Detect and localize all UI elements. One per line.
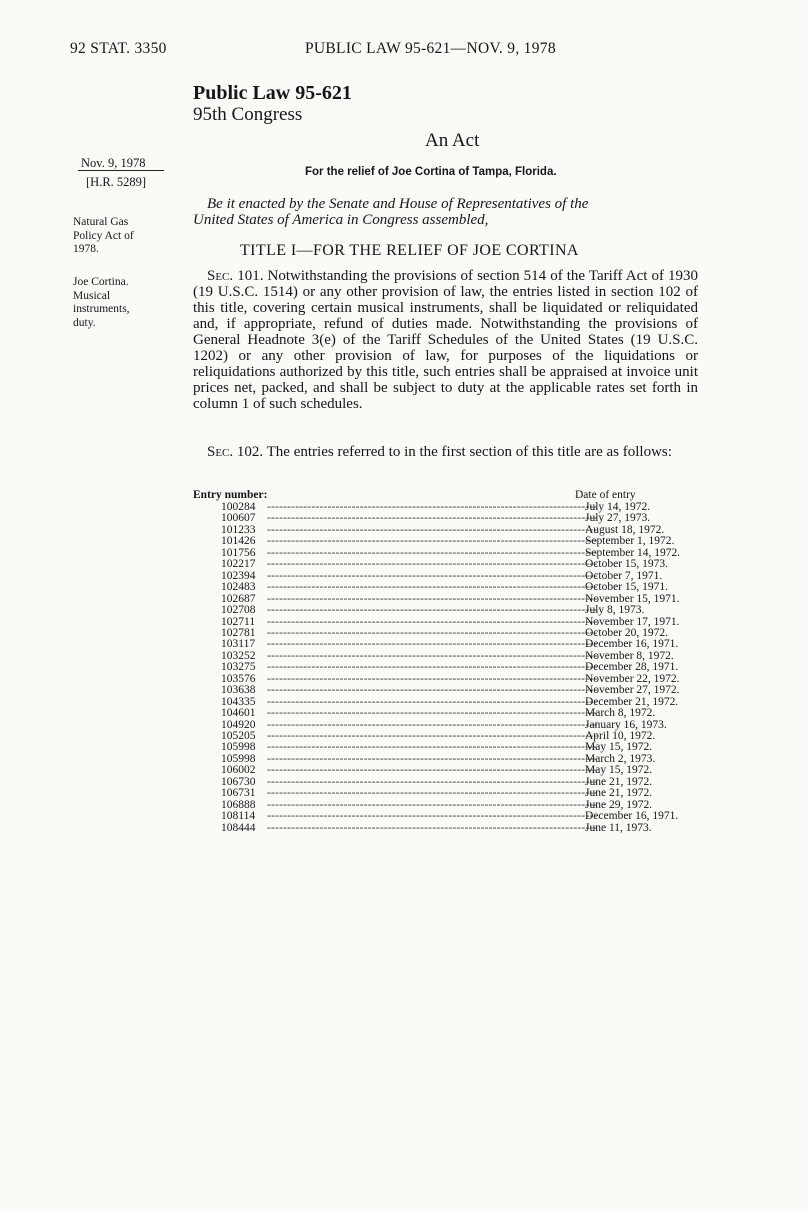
dot-leader: ---------------------------------------------------------------------------------- [267, 661, 598, 674]
law-number: Public Law 95-621 [193, 82, 352, 104]
dot-leader: ---------------------------------------------------------------------------------- [267, 592, 598, 605]
table-row [193, 662, 683, 673]
section-101 [193, 268, 698, 412]
entry-number: 102394 [221, 569, 256, 582]
entry-date: December 21, 1972. [585, 695, 679, 708]
margin-note-line: Joe Cortina. [73, 276, 129, 288]
entry-number: 102711 [221, 615, 256, 628]
dot-leader: ---------------------------------------------------------------------------------- [267, 535, 598, 548]
entry-date: July 8, 1973. [585, 604, 645, 617]
entry-date: November 8, 1972. [585, 649, 674, 662]
dot-leader: ---------------------------------------------------------------------------------- [267, 512, 598, 525]
entry-date: July 27, 1973. [585, 512, 651, 525]
dot-leader: ---------------------------------------------------------------------------------- [267, 718, 598, 731]
enacting-clause-line: United States of America in Congress assembled, [193, 212, 489, 228]
dot-leader: ---------------------------------------------------------------------------------- [267, 672, 598, 685]
entry-date: October 15, 1971. [585, 581, 669, 594]
entry-date: December 16, 1971. [585, 638, 679, 651]
entry-number: 104601 [221, 707, 256, 720]
table-row [193, 788, 683, 799]
margin-note-line: duty. [73, 316, 96, 329]
enacting-clause-line: Be it enacted by the Senate and House of Representatives of the [207, 196, 589, 212]
dot-leader: ---------------------------------------------------------------------------------- [267, 775, 598, 788]
dot-leader: ---------------------------------------------------------------------------------- [267, 638, 598, 651]
dot-leader: ---------------------------------------------------------------------------------- [267, 501, 598, 513]
entry-date: August 18, 1972. [585, 523, 665, 536]
entry-number: 108444 [221, 821, 256, 834]
table-row [193, 823, 683, 834]
entry-date: September 1, 1972. [585, 535, 675, 548]
date-of-entry-header: Date of entry [575, 489, 636, 501]
entry-number: 102217 [221, 558, 256, 571]
entry-number-header: Entry number: [193, 489, 268, 501]
dot-leader: ---------------------------------------------------------------------------------- [267, 626, 598, 639]
entry-number: 105998 [221, 741, 256, 754]
entry-number: 106888 [221, 798, 256, 811]
entry-number: 100284 [221, 501, 256, 513]
entry-date: September 14, 1972. [585, 546, 681, 559]
entry-date: November 27, 1972. [585, 684, 680, 697]
entry-date: November 22, 1972. [585, 672, 680, 685]
margin-note-line: Natural Gas [73, 216, 129, 228]
entry-number: 102708 [221, 604, 256, 617]
dot-leader: ---------------------------------------------------------------------------------- [267, 523, 598, 536]
entry-number: 103252 [221, 649, 256, 662]
entry-date: January 16, 1973. [585, 718, 667, 731]
entry-date: May 15, 1972. [585, 764, 653, 777]
section-label: Sec. 101. [207, 268, 264, 284]
dot-leader: ---------------------------------------------------------------------------------- [267, 649, 598, 662]
dot-leader: ---------------------------------------------------------------------------------- [267, 684, 598, 697]
dot-leader: ---------------------------------------------------------------------------------- [267, 730, 598, 742]
entry-date: December 16, 1971. [585, 810, 679, 823]
entry-number: 101233 [221, 523, 256, 536]
dot-leader: ---------------------------------------------------------------------------------- [267, 604, 598, 617]
dot-leader: ---------------------------------------------------------------------------------- [267, 558, 598, 571]
dot-leader: ---------------------------------------------------------------------------------- [267, 546, 598, 559]
dot-leader: ---------------------------------------------------------------------------------- [267, 810, 598, 823]
entry-number: 102483 [221, 581, 256, 594]
dot-leader: ---------------------------------------------------------------------------------- [267, 615, 598, 628]
entry-number: 106730 [221, 775, 256, 788]
margin-divider [78, 170, 164, 171]
section-102 [193, 444, 698, 460]
entry-date: October 7, 1971. [585, 569, 663, 582]
entry-date: October 20, 1972. [585, 626, 669, 639]
section-text: Notwithstanding the provisions of section 514 of the Tariff Act of 1930 (19 U.S.C. 1514) or any other provision of law, the entries listed in section 102 of this title, covering certain musical instruments, shall be liquidated or reliquidated and, if appropriate, refund of duties made. Notwithstanding the provisions of General Headnote 3(e) of the Tariff Schedules of the United States (19 U.S.C. 1202) or any other provision of law, for purposes of the liquidations or reliquidations authorized by this title, such entries shall be appraised at invoice unit prices net, packed, and shall be subject to duty at the applicable rates set forth in column 1 of such schedules. [193, 268, 699, 412]
entries-table [193, 489, 693, 899]
margin-note-natural-gas [73, 216, 134, 257]
entry-number: 103275 [221, 661, 256, 674]
margin-bill-number: [H.R. 5289] [86, 175, 147, 189]
dot-leader: ---------------------------------------------------------------------------------- [267, 741, 598, 754]
an-act-heading: An Act [425, 130, 480, 151]
dot-leader: ---------------------------------------------------------------------------------- [267, 569, 598, 582]
entry-date: June 21, 1972. [585, 775, 653, 788]
entry-number: 103576 [221, 672, 256, 685]
page-stat-citation: 92 STAT. 3350 [70, 40, 167, 57]
table-row [193, 685, 683, 696]
entry-date: May 15, 1972. [585, 741, 653, 754]
entry-number: 103638 [221, 684, 256, 697]
entry-number: 105205 [221, 730, 256, 742]
section-text: The entries referred to in the first section of this title are as follows: [266, 444, 672, 460]
entry-date: December 28, 1971. [585, 661, 679, 674]
margin-note-joe-cortina [73, 276, 130, 330]
act-purpose: For the relief of Joe Cortina of Tampa, Florida. [305, 166, 557, 178]
margin-date: Nov. 9, 1978 [81, 156, 146, 170]
dot-leader: ---------------------------------------------------------------------------------- [267, 787, 598, 800]
table-row [193, 811, 683, 822]
entry-number: 102781 [221, 626, 256, 639]
entry-date: March 8, 1972. [585, 707, 656, 720]
table-row [193, 582, 683, 593]
entry-number: 108114 [221, 810, 256, 823]
entry-date: October 15, 1973. [585, 558, 669, 571]
dot-leader: ---------------------------------------------------------------------------------- [267, 764, 598, 777]
entry-number: 102687 [221, 592, 256, 605]
table-row [193, 708, 683, 719]
entry-date: June 11, 1973. [585, 821, 652, 834]
entry-number: 106002 [221, 764, 256, 777]
entry-number: 101426 [221, 535, 256, 548]
entry-number: 103117 [221, 638, 256, 651]
entry-number: 101756 [221, 546, 256, 559]
entry-date: March 2, 1973. [585, 752, 656, 765]
entry-date: July 14, 1972. [585, 501, 651, 513]
margin-note-line: 1978. [73, 243, 99, 255]
table-row [193, 605, 683, 616]
enacting-clause [193, 196, 698, 228]
table-row [193, 559, 683, 570]
entry-date: June 21, 1972. [585, 787, 653, 800]
congress: 95th Congress [193, 104, 303, 125]
title-heading: TITLE I—FOR THE RELIEF OF JOE CORTINA [240, 242, 579, 259]
running-title: PUBLIC LAW 95-621—NOV. 9, 1978 [305, 40, 556, 57]
margin-note-line: Musical [73, 289, 111, 302]
margin-note-line: instruments, [73, 303, 130, 315]
entry-date: June 29, 1972. [585, 798, 653, 811]
dot-leader: ---------------------------------------------------------------------------------- [267, 798, 598, 811]
dot-leader: ---------------------------------------------------------------------------------- [267, 581, 598, 594]
entry-date: November 17, 1971. [585, 615, 680, 628]
entry-number: 106731 [221, 787, 256, 800]
entry-number: 100607 [221, 512, 256, 525]
entry-date: November 15, 1971. [585, 592, 680, 605]
entry-date: April 10, 1972. [585, 730, 656, 742]
entry-number: 104920 [221, 718, 256, 731]
dot-leader: ---------------------------------------------------------------------------------- [267, 707, 598, 720]
section-label: Sec. 102. [207, 444, 264, 460]
entry-number: 105998 [221, 752, 256, 765]
dot-leader: ---------------------------------------------------------------------------------- [267, 821, 598, 834]
entry-number: 104335 [221, 695, 256, 708]
dot-leader: ---------------------------------------------------------------------------------- [267, 695, 598, 708]
margin-note-line: Policy Act of [73, 229, 134, 242]
dot-leader: ---------------------------------------------------------------------------------- [267, 752, 598, 765]
